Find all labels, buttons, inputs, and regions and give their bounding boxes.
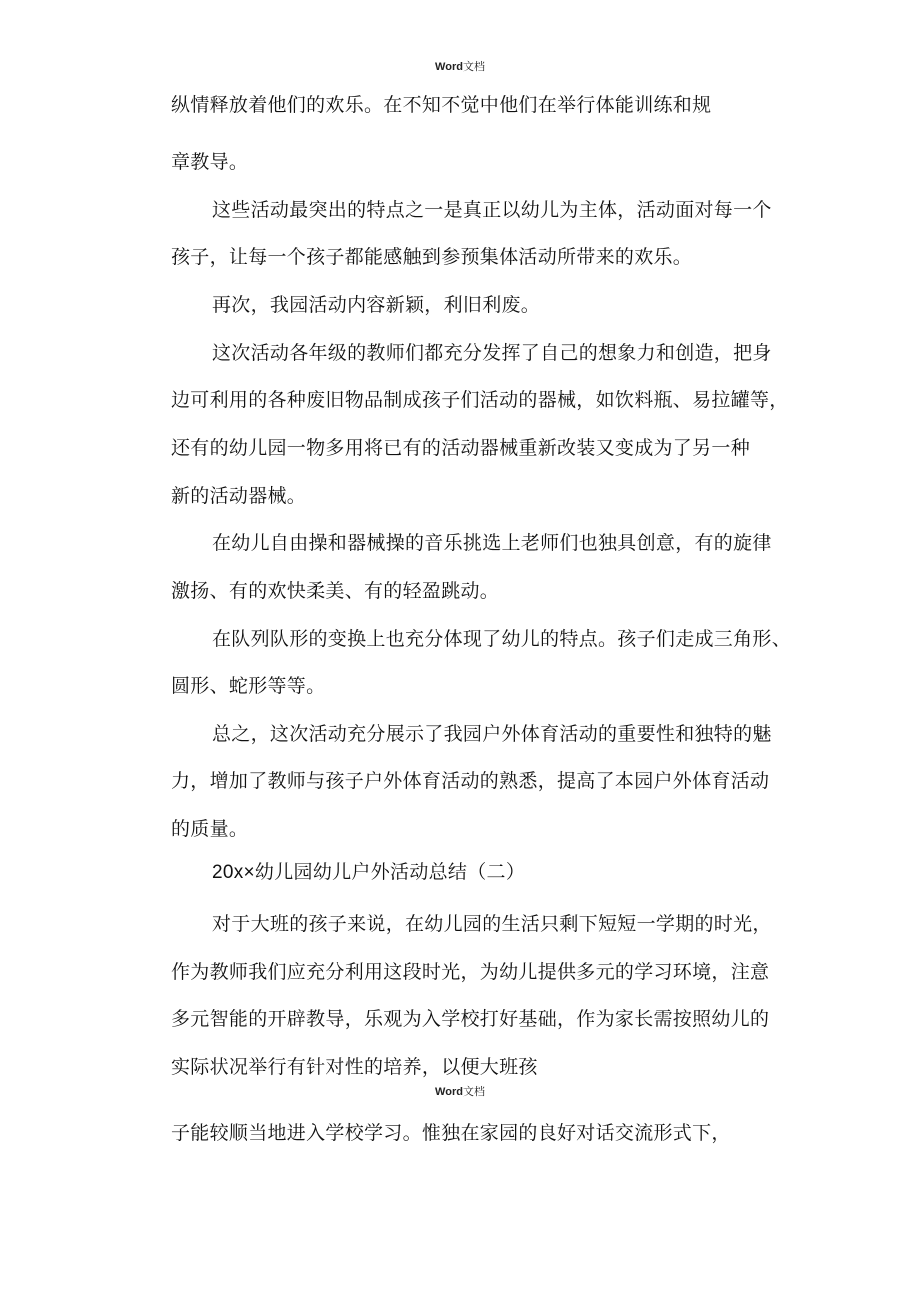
- page-header-second: [0, 1083, 920, 1099]
- page-header-top: [0, 58, 920, 74]
- text-line: 的质量。: [171, 818, 249, 840]
- header-word-label: Word: [435, 1086, 463, 1098]
- text-line: 孩子，让每一个孩子都能感触到参预集体活动所带来的欢乐。: [171, 246, 693, 268]
- header-doc-label: 文档: [462, 1086, 485, 1098]
- text-line: 还有的幼儿园一物多用将已有的活动器械重新改装又变成为了另一种: [171, 437, 751, 459]
- paragraph-start: 这些活动最突出的特点之一是真正以幼儿为主体，活动面对每一个: [212, 199, 772, 221]
- text-line: 纵情释放着他们的欢乐。在不知不觉中他们在举行体能训练和规: [171, 94, 712, 116]
- text-line: 章教导。: [171, 151, 249, 173]
- text-line: 作为教师我们应充分利用这段时光，为幼儿提供多元的学习环境，注意: [171, 961, 770, 983]
- header-word-label: Word: [435, 61, 463, 73]
- paragraph-start: 这次活动各年级的教师们都充分发挥了自己的想象力和创造，把身: [212, 342, 772, 364]
- text-line: 激扬、有的欢快柔美、有的轻盈跳动。: [171, 580, 500, 602]
- text-line: 力，增加了教师与孩子户外体育活动的熟悉，提高了本园户外体育活动: [171, 770, 770, 792]
- paragraph-start: 对于大班的孩子来说，在幼儿园的生活只剩下短短一学期的时光，: [212, 913, 772, 935]
- text-line: 圆形、蛇形等等。: [171, 675, 326, 697]
- text-line: 多元智能的开辟教导，乐观为入学校打好基础，作为家长需按照幼儿的: [171, 1008, 770, 1030]
- text-line: 新的活动器械。: [171, 485, 307, 507]
- paragraph-start: 总之，这次活动充分展示了我园户外体育活动的重要性和独特的魅: [212, 723, 772, 745]
- paragraph-start: 再次，我园活动内容新颖，利旧利废。: [212, 294, 541, 316]
- text-line: 实际状况举行有针对性的培养，以便大班孩: [171, 1056, 538, 1078]
- section-heading: 20x×幼儿园幼儿户外活动总结（二）: [212, 862, 526, 883]
- paragraph-start: 在幼儿自由操和器械操的音乐挑选上老师们也独具创意，有的旋律: [212, 532, 772, 554]
- text-line: 子能较顺当地进入学校学习。惟独在家园的良好对话交流形式下，: [171, 1122, 731, 1144]
- header-doc-label: 文档: [462, 61, 485, 73]
- paragraph-start: 在队列队形的变换上也充分体现了幼儿的特点。孩子们走成三角形、: [212, 628, 792, 650]
- text-line: 边可利用的各种废旧物品制成孩子们活动的器械，如饮料瓶、易拉罐等，: [171, 389, 789, 411]
